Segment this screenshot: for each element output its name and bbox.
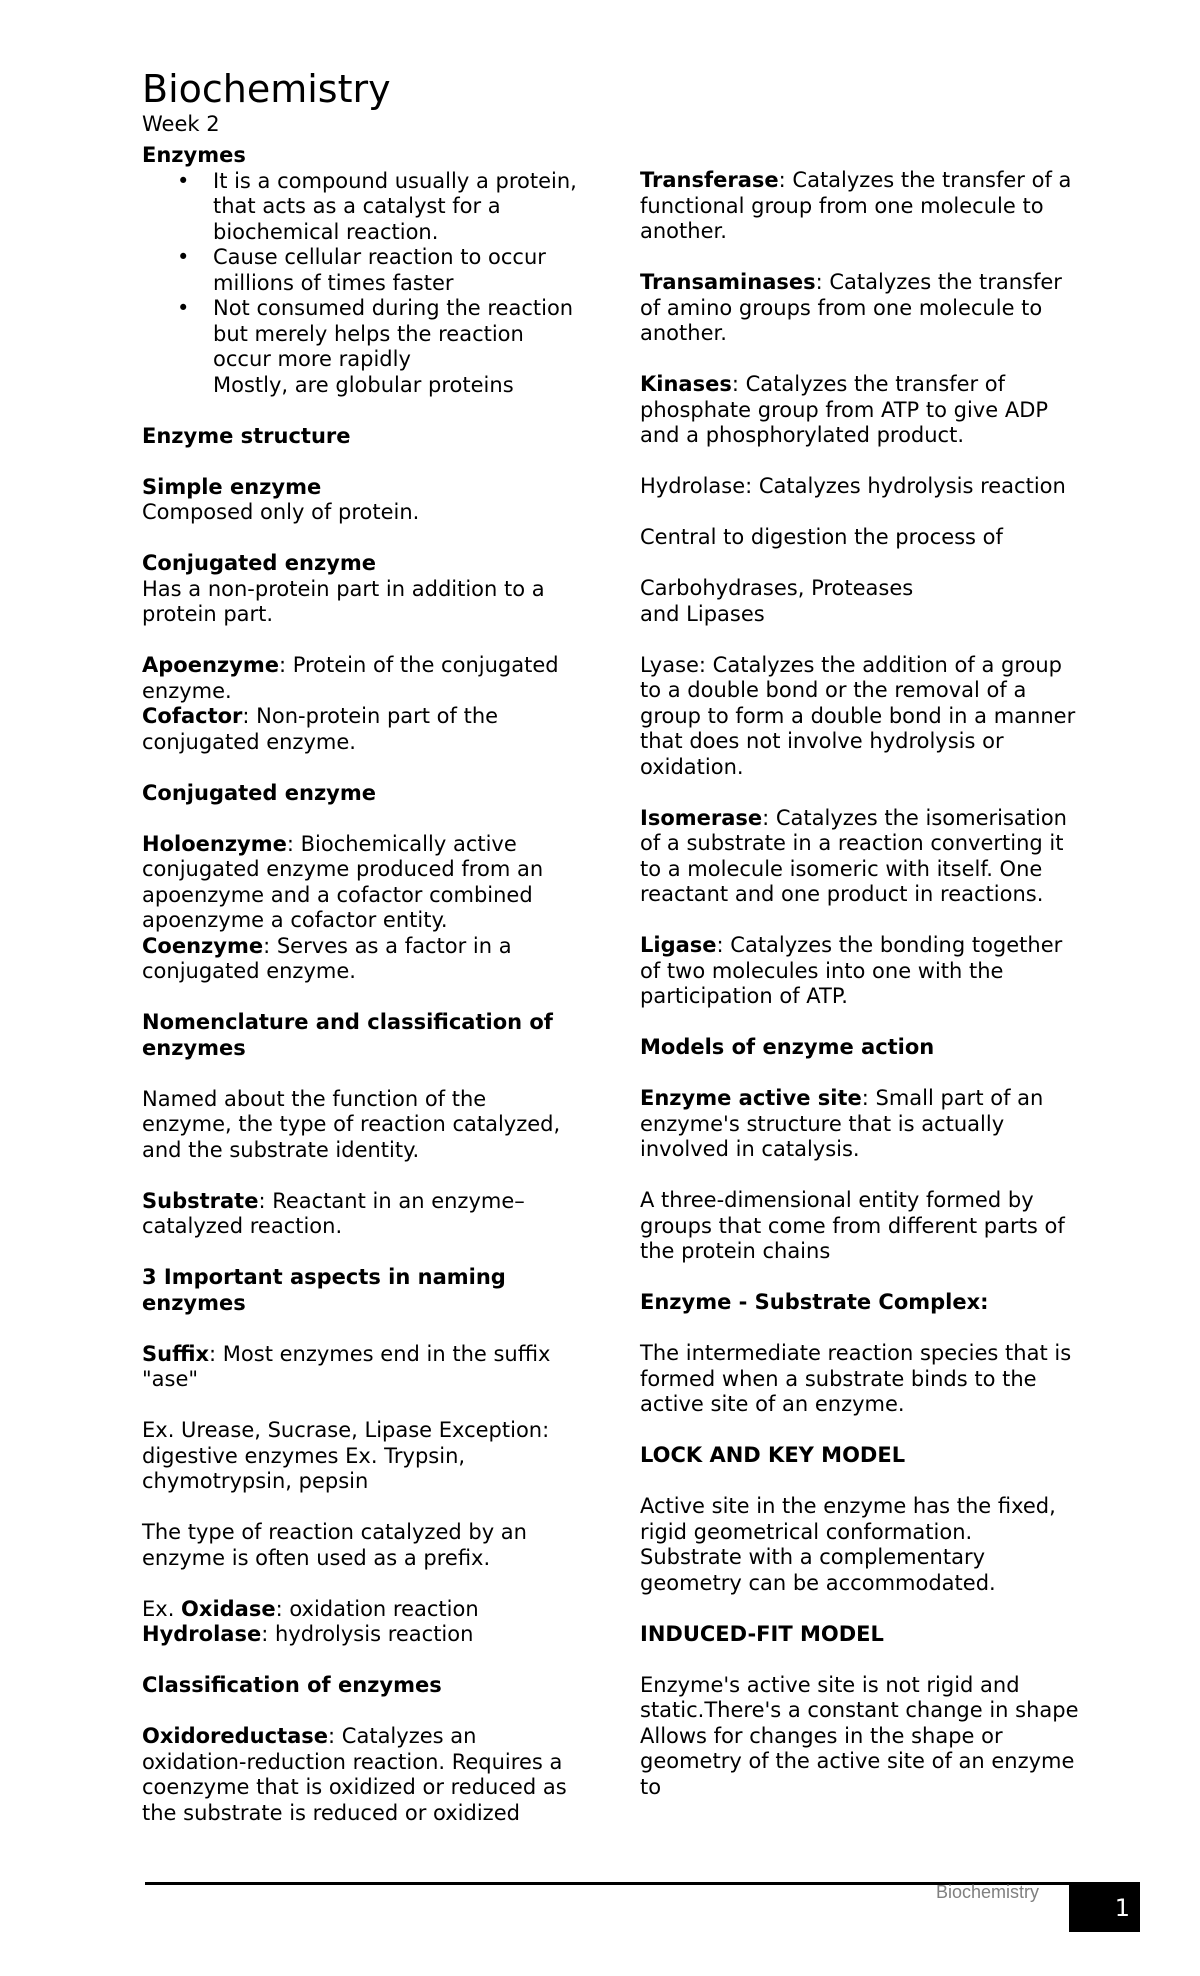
simple-text: Composed only of protein.: [142, 500, 420, 524]
enzymes-heading: Enzymes: [142, 143, 246, 167]
classification-heading: Classification of enzymes: [142, 1673, 442, 1697]
coenzyme-definition: Coenzyme: Serves as a factor in a conjugated enzyme.: [142, 933, 512, 983]
central-text: Central to digestion the process of: [640, 525, 1003, 549]
page-number-box: [1069, 1884, 1140, 1932]
complex-text: The intermediate reaction species that is formed when a substrate binds to the active site of an enzyme.: [640, 1341, 1072, 1416]
lyase-definition: Lyase: Catalyzes the addition of a group to a double bond or the removal of a group to form a double bond in a manner that does not involve hydrolysis or oxidation.: [640, 652, 1076, 779]
named-text: Named about the function of the enzyme, the type of reaction catalyzed, and the substrate identity.: [142, 1086, 561, 1162]
conjugated-text: Has a non-protein part in addition to a protein part.: [142, 576, 545, 626]
hydrolase-example: Hydrolase: hydrolysis reaction: [142, 1622, 474, 1646]
apoenzyme-definition: Apoenzyme: Protein of the conjugated enzyme.: [142, 653, 559, 703]
oxidase-example: Ex. Oxidase: oxidation reaction: [142, 1596, 479, 1621]
enzymes-bullet-list: [142, 169, 582, 373]
transaminases-definition: Transaminases: Catalyzes the transfer of amino groups from one molecule to another.: [640, 270, 1062, 345]
transferase-definition: Transferase: Catalyzes the transfer of a functional group from one molecule to another.: [640, 168, 1072, 243]
page-number: 1: [1114, 1894, 1130, 1922]
lock-key-heading: LOCK AND KEY MODEL: [640, 1443, 906, 1467]
example-suffix-text: Ex. Urease, Sucrase, Lipase Exception: digestive enzymes Ex. Trypsin, chymotrypsin, pepsin: [142, 1418, 550, 1493]
structure-heading: Enzyme structure: [142, 423, 351, 448]
right-column: [640, 168, 1080, 1800]
oxidoreductase-definition: Oxidoreductase: Catalyzes an oxidation-reduction reaction. Requires a coenzyme that is oxidized or reduced as the substrate is reduced or oxidized: [142, 1724, 567, 1825]
conjugated-heading: Conjugated enzyme: [142, 551, 376, 575]
induced-fit-heading: INDUCED-FIT MODEL: [640, 1621, 884, 1646]
cofactor-definition: Cofactor: Non-protein part of the conjugated enzyme.: [142, 704, 499, 754]
active-site-definition: Enzyme active site: Small part of an enzyme's structure that is actually involved in catalysis.: [640, 1086, 1044, 1161]
globular-text: Mostly, are globular proteins: [213, 372, 514, 397]
ligase-definition: Ligase: Catalyzes the bonding together of two molecules into one with the participation of ATP.: [640, 933, 1063, 1008]
complex-heading: Enzyme - Substrate Complex:: [640, 1290, 989, 1314]
isomerase-definition: Isomerase: Catalyzes the isomerisation of a substrate in a reaction converting it to a molecule isomeric with itself. One reactant and one product in reactions.: [640, 805, 1067, 906]
document-subtitle: Week 2: [142, 112, 220, 136]
left-column: [142, 143, 582, 1826]
document-title: Biochemistry: [142, 67, 391, 111]
conjugated-heading-2: Conjugated enzyme: [142, 780, 376, 805]
footer-label: Biochemistry: [936, 1882, 1040, 1902]
suffix-definition: Suffix: Most enzymes end in the suffix "ase": [142, 1341, 551, 1391]
three-dimensional-text: A three-dimensional entity formed by groups that come from different parts of the protein chains: [640, 1188, 1065, 1263]
bullet-item: • It is a compound usually a protein, that acts as a catalyst for a biochemical reaction.: [142, 169, 582, 246]
models-heading: Models of enzyme action: [640, 1035, 935, 1059]
carbohydrases-line: Carbohydrases, Proteases: [640, 576, 914, 600]
lipases-line: and Lipases: [640, 601, 765, 626]
aspects-heading: 3 Important aspects in naming enzymes: [142, 1265, 506, 1315]
bullet-item: • Cause cellular reaction to occur millions of times faster: [142, 245, 582, 296]
lock-key-text: Active site in the enzyme has the fixed, rigid geometrical conformation. Substrate with a complementary geometry can be accommodated.: [640, 1494, 1056, 1595]
hydrolase-definition: Hydrolase: Catalyzes hydrolysis reaction: [640, 474, 1066, 498]
kinases-definition: Kinases: Catalyzes the transfer of phosphate group from ATP to give ADP and a phosphorylated product.: [640, 372, 1049, 447]
bullet-item: • Not consumed during the reaction but merely helps the reaction occur more rapidly: [142, 296, 582, 373]
prefix-text: The type of reaction catalyzed by an enzyme is often used as a prefix.: [142, 1520, 527, 1570]
induced-fit-text: Enzyme's active site is not rigid and static.There's a constant change in shape Allows for changes in the shape or geometry of the active site of an enzyme to: [640, 1672, 1079, 1799]
nomenclature-heading: Nomenclature and classification of enzymes: [142, 1010, 553, 1060]
substrate-definition: Substrate: Reactant in an enzyme–catalyzed reaction.: [142, 1188, 525, 1238]
simple-heading: Simple enzyme: [142, 474, 322, 499]
holoenzyme-definition: Holoenzyme: Biochemically active conjugated enzyme produced from an apoenzyme and a cofactor combined apoenzyme a cofactor entity.: [142, 831, 544, 932]
